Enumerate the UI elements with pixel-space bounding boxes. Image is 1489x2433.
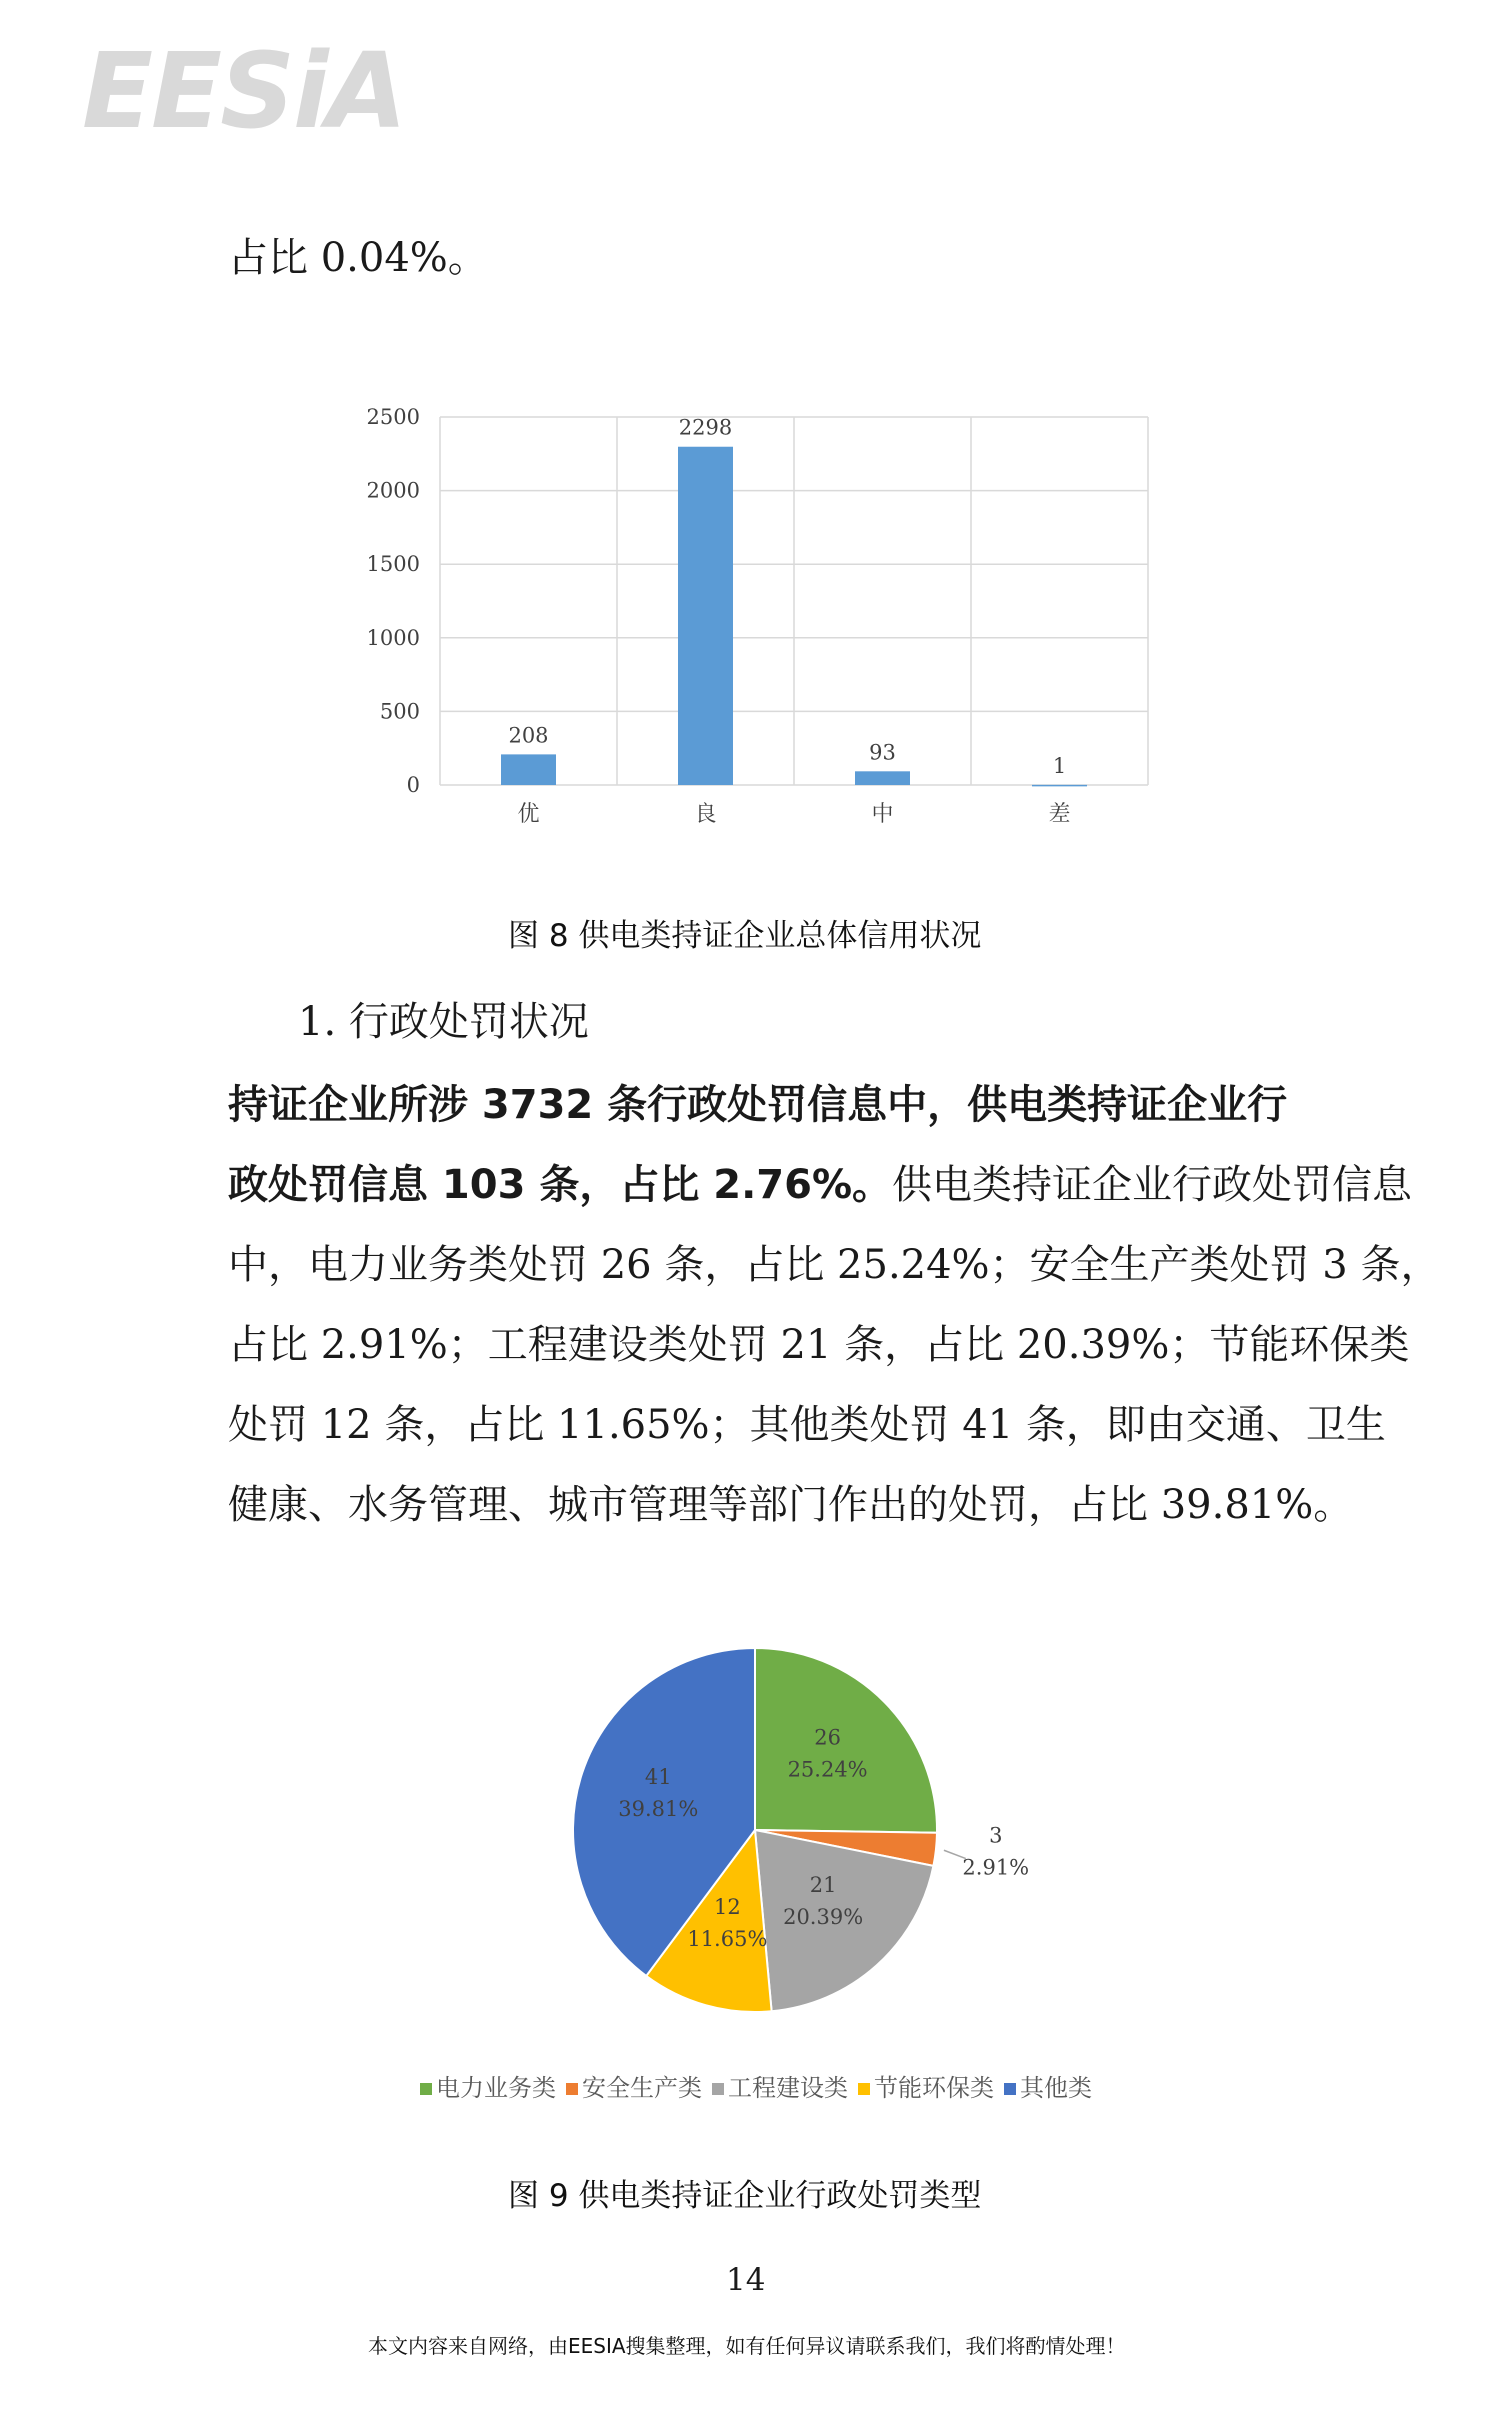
normal-text: 供电类持证企业行政处罚信息 — [892, 1162, 1413, 1208]
bar — [1032, 785, 1087, 787]
paragraph-line — [228, 1465, 1354, 1545]
legend-item — [1004, 2074, 1092, 2102]
bar — [855, 771, 910, 785]
legend-item — [712, 2074, 848, 2102]
paragraph-line — [228, 1225, 1441, 1305]
y-tick-label: 2000 — [366, 478, 420, 503]
x-tick-label: 良 — [694, 802, 717, 827]
penalty-paragraph — [228, 1065, 1441, 1545]
x-tick-label: 差 — [1048, 802, 1071, 827]
data-label: 2298 — [678, 415, 733, 440]
bold-text: 政处罚信息 103 条，占比 2.76%。 — [228, 1162, 893, 1208]
x-tick-label: 中 — [871, 802, 894, 827]
figure-9-caption: 图 9 供电类持证企业行政处罚类型 — [508, 2178, 982, 2214]
penalty-type-pie-chart — [520, 1580, 1040, 2080]
slice-percent-label: 2.91% — [962, 1855, 1030, 1880]
slice-value-label: 41 — [644, 1764, 672, 1789]
slice-percent-label: 11.65% — [687, 1927, 768, 1952]
legend-swatch — [1004, 2083, 1016, 2095]
eesia-logo: EESiA — [82, 30, 406, 152]
slice-percent-label: 20.39% — [783, 1904, 864, 1929]
y-tick-label: 1000 — [366, 625, 420, 650]
paragraph-line — [228, 1385, 1386, 1465]
legend-label: 节能环保类 — [874, 2074, 994, 2102]
legend-swatch — [858, 2083, 870, 2095]
y-tick-label: 0 — [406, 773, 420, 797]
credit-status-bar-chart — [340, 395, 1180, 855]
paragraph-line — [228, 1145, 1413, 1225]
slice-percent-label: 25.24% — [787, 1757, 868, 1782]
page-number: 14 — [726, 2262, 766, 2298]
slice-value-label: 3 — [989, 1823, 1003, 1848]
normal-text: 健康、水务管理、城市管理等部门作出的处罚，占比 39.81%。 — [228, 1482, 1354, 1528]
legend-label: 安全生产类 — [582, 2074, 702, 2102]
intro-text — [228, 218, 1268, 298]
legend-item — [420, 2074, 556, 2102]
legend-label: 电力业务类 — [436, 2074, 556, 2102]
bar — [501, 754, 556, 785]
legend-label: 其他类 — [1020, 2074, 1092, 2102]
slice-value-label: 21 — [809, 1872, 837, 1897]
legend-item — [858, 2074, 994, 2102]
y-tick-label: 2500 — [366, 405, 420, 429]
legend-swatch — [420, 2083, 432, 2095]
slice-percent-label: 39.81% — [618, 1796, 699, 1821]
pie-legend — [420, 2068, 1102, 2103]
legend-swatch — [566, 2083, 578, 2095]
data-label: 1 — [1052, 753, 1067, 778]
section-heading: 1. 行政处罚状况 — [298, 999, 589, 1045]
data-label: 208 — [508, 723, 549, 748]
legend-label: 工程建设类 — [728, 2074, 848, 2102]
legend-swatch — [712, 2083, 724, 2095]
pie-slice — [755, 1648, 937, 1833]
normal-text: 中，电力业务类处罚 26 条，占比 25.24%；安全生产类处罚 3 条， — [228, 1242, 1441, 1288]
data-label: 93 — [869, 740, 896, 765]
intro-line: 占比 0.04%。 — [228, 235, 488, 281]
normal-text: 占比 2.91%；工程建设类处罚 21 条，占比 20.39%；节能环保类 — [228, 1322, 1410, 1368]
slice-value-label: 26 — [814, 1725, 841, 1750]
paragraph-line — [228, 1065, 1288, 1145]
y-tick-label: 500 — [379, 699, 420, 724]
bar — [678, 447, 733, 785]
slice-value-label: 12 — [714, 1895, 741, 1920]
figure-8-caption: 图 8 供电类持证企业总体信用状况 — [508, 918, 982, 954]
y-tick-label: 1500 — [366, 552, 420, 577]
legend-item — [566, 2074, 702, 2102]
paragraph-line — [228, 1305, 1410, 1385]
bold-text: 持证企业所涉 3732 条行政处罚信息中，供电类持证企业行 — [228, 1082, 1288, 1128]
x-tick-label: 优 — [517, 802, 540, 827]
normal-text: 处罚 12 条，占比 11.65%；其他类处罚 41 条，即由交通、卫生 — [228, 1402, 1386, 1448]
footer-note: 本文内容来自网络，由EESIA搜集整理，如有任何异议请联系我们，我们将酌情处理！ — [368, 2334, 1126, 2358]
